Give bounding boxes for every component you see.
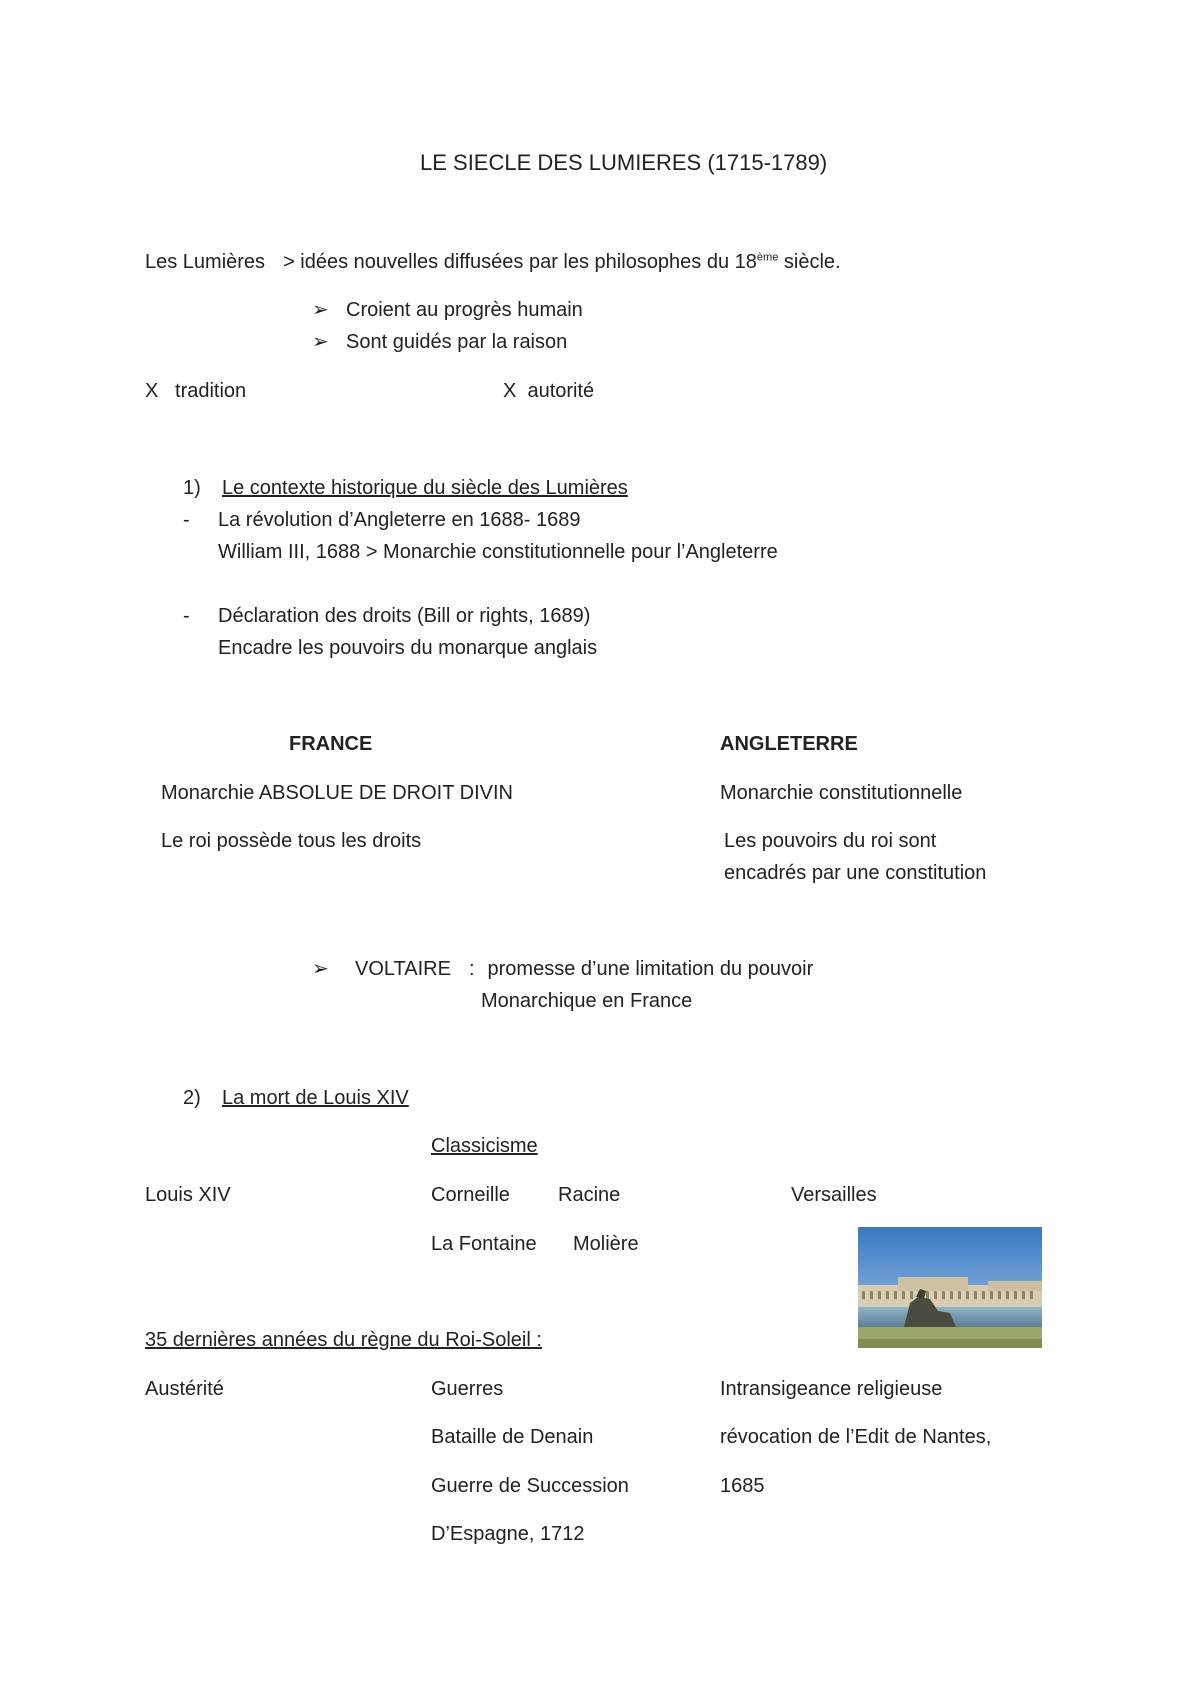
col1-item: Austérité (145, 1378, 224, 1400)
col2-item: Guerres (431, 1378, 504, 1400)
author-moliere: Molière (573, 1233, 639, 1255)
angleterre-power: Les pouvoirs du roi sont (724, 830, 937, 852)
against-tradition: X tradition (145, 380, 247, 402)
intro-line (145, 252, 841, 272)
bullet-item: ➢ Croient au progrès humain (312, 299, 583, 321)
author-la-fontaine: La Fontaine (431, 1233, 537, 1255)
section-1-number: 1) (183, 477, 201, 499)
voltaire-text-cont: Monarchique en France (481, 990, 693, 1012)
france-header: FRANCE (289, 733, 373, 755)
list-item-detail: Encadre les pouvoirs du monarque anglais (218, 637, 598, 659)
versailles-photo (858, 1227, 1042, 1348)
intro-definition-end: siècle. (778, 251, 841, 273)
louis-xiv: Louis XIV (145, 1184, 231, 1206)
col2-item: D’Espagne, 1712 (431, 1523, 585, 1545)
arrow-bullet-icon: ➢ (312, 958, 329, 980)
intro-superscript: ème (756, 251, 779, 264)
intro-term: Les Lumières (145, 251, 266, 273)
voltaire-name: VOLTAIRE (355, 958, 451, 980)
col2-item: Guerre de Succession (431, 1475, 629, 1497)
arrow-bullet-icon: ➢ (312, 299, 329, 321)
author-corneille: Corneille (431, 1184, 510, 1206)
col3-item: Intransigeance religieuse (720, 1378, 943, 1400)
voltaire-text: promesse d’une limitation du pouvoir (487, 958, 814, 980)
intro-definition: > idées nouvelles diffusées par les philosophes du 18 (283, 251, 757, 273)
list-dash: - (183, 509, 190, 531)
col3-item: 1685 (720, 1475, 765, 1497)
versailles-label: Versailles (791, 1184, 877, 1206)
france-regime: Monarchie ABSOLUE DE DROIT DIVIN (161, 782, 513, 804)
section-2-heading: La mort de Louis XIV (222, 1087, 409, 1109)
france-power: Le roi possède tous les droits (161, 830, 422, 852)
reign-heading: 35 dernières années du règne du Roi-Soleil : (145, 1329, 542, 1351)
list-item: La révolution d’Angleterre en 1688- 1689 (218, 509, 581, 531)
against-autorite: X autorité (503, 380, 595, 402)
angleterre-power-cont: encadrés par une constitution (724, 862, 987, 884)
author-racine: Racine (558, 1184, 621, 1206)
col2-item: Bataille de Denain (431, 1426, 594, 1448)
list-item: Déclaration des droits (Bill or rights, 1689) (218, 605, 591, 627)
arrow-bullet-icon: ➢ (312, 331, 329, 353)
section-1-heading: Le contexte historique du siècle des Lumières (222, 477, 628, 499)
voltaire-line: ➢ VOLTAIRE : promesse d’une limitation du pouvoir (312, 958, 814, 980)
list-item-detail: William III, 1688 > Monarchie constitutionnelle pour l’Angleterre (218, 541, 778, 563)
page-title: LE SIECLE DES LUMIERES (1715-1789) (420, 150, 828, 175)
angleterre-regime: Monarchie constitutionnelle (720, 782, 963, 804)
section-2-number: 2) (183, 1087, 201, 1109)
col3-item: révocation de l’Edit de Nantes, (720, 1426, 992, 1448)
bullet-item: ➢ Sont guidés par la raison (312, 331, 568, 353)
list-dash: - (183, 605, 190, 627)
classicism-label: Classicisme (431, 1135, 538, 1157)
angleterre-header: ANGLETERRE (720, 733, 858, 755)
